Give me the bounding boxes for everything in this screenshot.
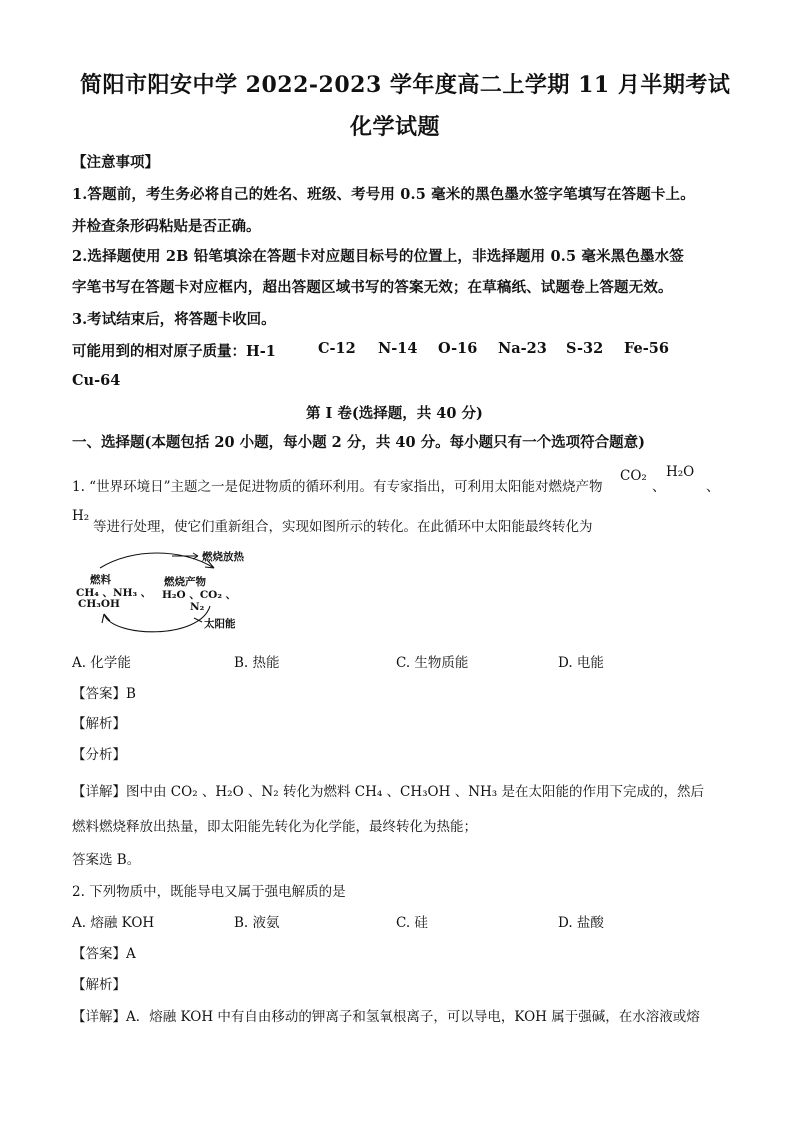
q1-option-c: C. 生物质能 xyxy=(396,655,469,671)
atomic-mass-s: S-32 xyxy=(566,340,604,357)
q2-option-d: D. 盐酸 xyxy=(558,915,604,931)
notice-line-5: 3.考试结束后，将答题卡收回。 xyxy=(72,311,276,328)
q2-option-a: A. 熔融 KOH xyxy=(72,915,155,931)
atomic-mass-na: Na-23 xyxy=(498,340,547,357)
q1-stem-a: 1. “世界环境日”主题之一是促进物质的循环利用。有专家指出，可利用太阳能对燃烧产物 xyxy=(72,479,603,495)
cycle-diagram xyxy=(72,548,272,638)
diagram-heat-label: 燃烧放热 xyxy=(202,551,244,563)
diagram-fuel-line2: CH₃OH xyxy=(78,598,120,610)
atomic-mass-n: N-14 xyxy=(378,340,418,357)
q2-stem: 2. 下列物质中，既能导电又属于强电解质的是 xyxy=(72,884,346,900)
part-title: 一、选择题(本题包括 20 小题，每小题 2 分，共 40 分。每小题只有一个选项符合题意) xyxy=(72,434,645,451)
q1-option-d: D. 电能 xyxy=(558,655,604,671)
q1-sep1: 、 xyxy=(652,479,666,495)
atomic-mass-label: 可能用到的相对原子质量：H-1 xyxy=(72,343,276,360)
q1-analysis: 【解析】 xyxy=(72,716,126,732)
q1-detail-line2: 燃料燃烧释放出热量，即太阳能先转化为化学能，最终转化为热能； xyxy=(72,819,477,835)
atomic-mass-o: O-16 xyxy=(438,340,478,357)
atomic-mass-fe: Fe-56 xyxy=(624,340,669,357)
notice-line-2: 并检查条形码粘贴是否正确。 xyxy=(72,218,261,235)
notice-line-3: 2.选择题使用 2B 铅笔填涂在答题卡对应题目标号的位置上，非选择题用 0.5 毫米黑色墨水签 xyxy=(72,248,684,265)
page-subtitle: 化学试题 xyxy=(350,114,441,140)
diagram-product-label: 燃烧产物 xyxy=(164,576,206,588)
diagram-product-line1: H₂O 、CO₂ 、 xyxy=(162,589,237,601)
diagram-product-line2: N₂ xyxy=(190,601,205,613)
q1-answer: 【答案】B xyxy=(72,686,136,702)
notice-heading: 【注意事项】 xyxy=(72,154,159,171)
q2-option-c: C. 硅 xyxy=(396,915,428,931)
q2-option-b: B. 液氨 xyxy=(234,915,280,931)
q1-option-b: B. 热能 xyxy=(234,655,280,671)
notice-line-1: 1.答题前，考生务必将自己的姓名、班级、考号用 0.5 毫米的黑色墨水签字笔填写在答题卡上。 xyxy=(72,186,695,203)
q1-h2: H₂ xyxy=(72,508,90,524)
diagram-fuel-line1: CH₄ 、NH₃ 、 xyxy=(76,587,152,599)
diagram-solar-label: 太阳能 xyxy=(204,618,236,630)
q2-analysis: 【解析】 xyxy=(72,977,126,993)
q1-fenxi: 【分析】 xyxy=(72,747,126,763)
atomic-mass-c: C-12 xyxy=(318,340,356,357)
page-title: 简阳市阳安中学 2022-2023 学年度高二上学期 11 月半期考试 xyxy=(80,72,731,98)
q1-co2: CO₂ xyxy=(620,468,647,484)
q2-answer: 【答案】A xyxy=(72,946,136,962)
q1-detail-line1: 【详解】图中由 CO₂ 、H₂O 、N₂ 转化为燃料 CH₄ 、CH₃OH 、NH₃ 是在太阳能的作用下完成的，然后 xyxy=(72,784,704,800)
q1-sep2: 、 xyxy=(706,479,720,495)
q2-detail-line1: 【详解】A．熔融 KOH 中有自由移动的钾离子和氢氧根离子，可以导电，KOH 属于强碱，在水溶液或熔 xyxy=(72,1009,700,1025)
q1-h2o: H₂O xyxy=(666,464,695,480)
q1-option-a: A. 化学能 xyxy=(72,655,131,671)
notice-line-4: 字笔书写在答题卡对应框内，超出答题区域书写的答案无效；在草稿纸、试题卷上答题无效。 xyxy=(72,279,673,296)
q1-stem-b: 等进行处理，使它们重新组合，实现如图所示的转化。在此循环中太阳能最终转化为 xyxy=(93,519,593,535)
volume-title: 第 I 卷(选择题，共 40 分) xyxy=(306,405,483,422)
atomic-mass-cu: Cu-64 xyxy=(72,372,121,389)
diagram-fuel-label: 燃料 xyxy=(90,574,111,586)
q1-conclusion: 答案选 B。 xyxy=(72,852,141,868)
